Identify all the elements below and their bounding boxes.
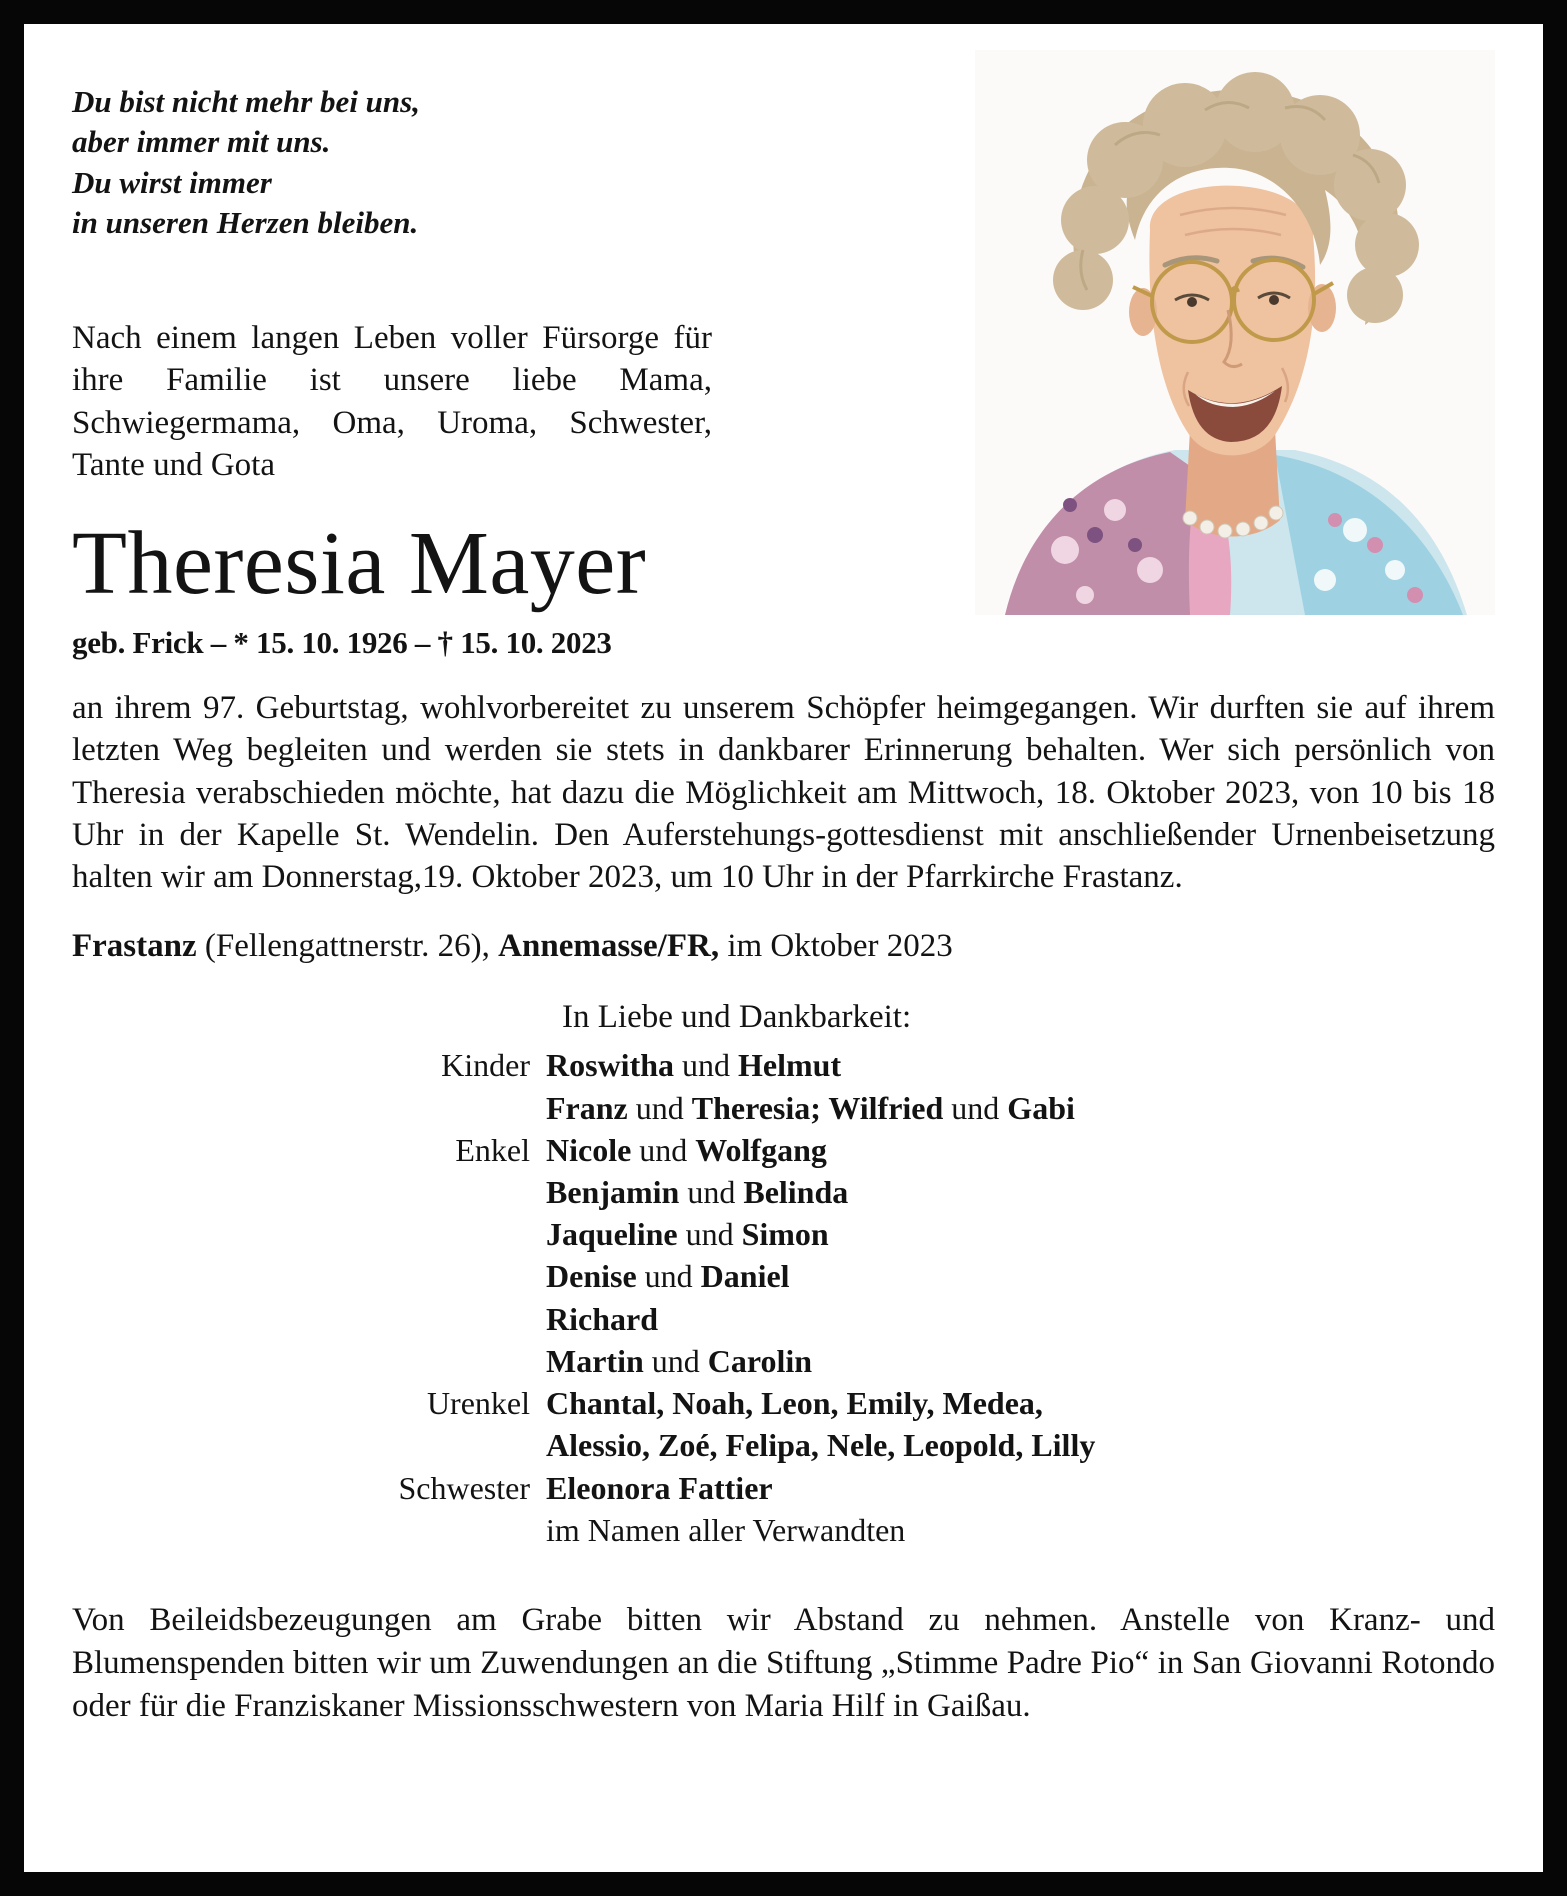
obituary-text: an ihrem 97. Geburtstag, wohlvorbereitet zu unserem Schöpfer heimgegangen. Wir durften sie auf ihrem letzten Weg begleiten und werden sie stets in dankbarer Erinnerung behalten. Wer sich persönlich von Theresia verabschieden möchte, hat dazu die Möglichkeit am Mittwoch, 18. Oktober 2023, von 10 bis 18 Uhr in der Kapelle St. Wendelin. Den Auferstehungs-gottesdienst mit anschließender Urnenbeisetzung halten wir am Donnerstag,19. Oktober 2023, um 10 Uhr in der Pfarrkirche Frastanz. [72, 690, 1495, 896]
family-row [72, 1129, 1495, 1171]
family-row [72, 1213, 1495, 1255]
family-role [72, 1171, 546, 1213]
family-row [72, 1255, 1495, 1297]
family-names: Franz und Theresia; Wilfried und Gabi [546, 1089, 1075, 1126]
family-row [72, 1171, 1495, 1213]
family-role: Schwester [398, 1469, 530, 1506]
family-names: Eleonora Fattier [546, 1469, 773, 1506]
location-place: Frastanz [72, 928, 197, 965]
condolence-note: Von Beileidsbezeugungen am Grabe bitten wir Abstand zu nehmen. Anstelle von Kranz- und Blumenspenden bitten wir um Zuwendungen an die Stiftung „Stimme Padre Pio“ in San Giovanni Rotondo oder für die Franziskaner Missionsschwestern von Maria Hilf in Gaißau. [72, 1602, 1495, 1724]
family-names: Richard [546, 1300, 658, 1337]
family-row [72, 1382, 1495, 1424]
family-role: Urenkel [426, 1385, 530, 1422]
family-role [72, 1298, 546, 1340]
quote-line: Du bist nicht mehr bei uns, [72, 84, 420, 119]
family-names: Roswitha und Helmut [546, 1047, 842, 1084]
family-row [72, 1340, 1495, 1382]
family-row [72, 1467, 1495, 1509]
quote-line: Du wirst immer [72, 164, 272, 200]
family-role: Enkel [455, 1131, 530, 1168]
family-names: Chantal, Noah, Leon, Emily, Medea, [546, 1385, 1043, 1422]
family-names: Jaqueline und Simon [546, 1216, 829, 1253]
family-row [72, 1044, 1495, 1086]
family-names: Alessio, Zoé, Felipa, Nele, Leopold, Lilly [546, 1427, 1096, 1464]
portrait-photo [975, 50, 1495, 615]
quote-line: in unseren Herzen bleiben. [72, 204, 419, 240]
memorial-quote [72, 82, 737, 243]
quote-line: aber immer mit uns. [72, 124, 331, 160]
location-date: im Oktober 2023 [719, 928, 953, 965]
family-list [72, 1044, 1495, 1551]
location-address: (Fellengattnerstr. 26), [196, 928, 499, 965]
family-role [72, 1255, 546, 1297]
family-role [72, 1087, 546, 1129]
deceased-name: Theresia Mayer [72, 514, 647, 614]
family-names: Benjamin und Belinda [546, 1174, 849, 1210]
family-names: im Namen aller Verwandten [546, 1511, 906, 1548]
family-names: Martin und Carolin [546, 1342, 813, 1379]
location-line [72, 928, 1495, 965]
family-names: Nicole und Wolfgang [546, 1131, 827, 1168]
family-names: Denise und Daniel [546, 1258, 790, 1295]
family-role [72, 1509, 546, 1551]
family-row [72, 1424, 1495, 1466]
family-row [72, 1087, 1495, 1129]
portrait-photo-illustration [975, 50, 1495, 615]
intro-text: Nach einem langen Leben voller Fürsorge für ihre Familie ist unsere liebe Mama, Schwiegermama, Oma, Uroma, Schwester, Tante und Gota [72, 320, 712, 483]
family-role [72, 1424, 546, 1466]
header-text-column [72, 50, 737, 661]
birth-death-dates: geb. Frick – * 15. 10. 1926 – † 15. 10. 2023 [72, 625, 612, 661]
family-row [72, 1298, 1495, 1340]
family-role [72, 1340, 546, 1382]
family-role [72, 1213, 546, 1255]
family-role: Kinder [441, 1047, 530, 1084]
family-row [72, 1509, 1495, 1551]
obituary-header [72, 50, 1495, 661]
location-place-2: Annemasse/FR, [498, 928, 720, 965]
gratitude-line: In Liebe und Dankbarkeit: [562, 999, 912, 1036]
